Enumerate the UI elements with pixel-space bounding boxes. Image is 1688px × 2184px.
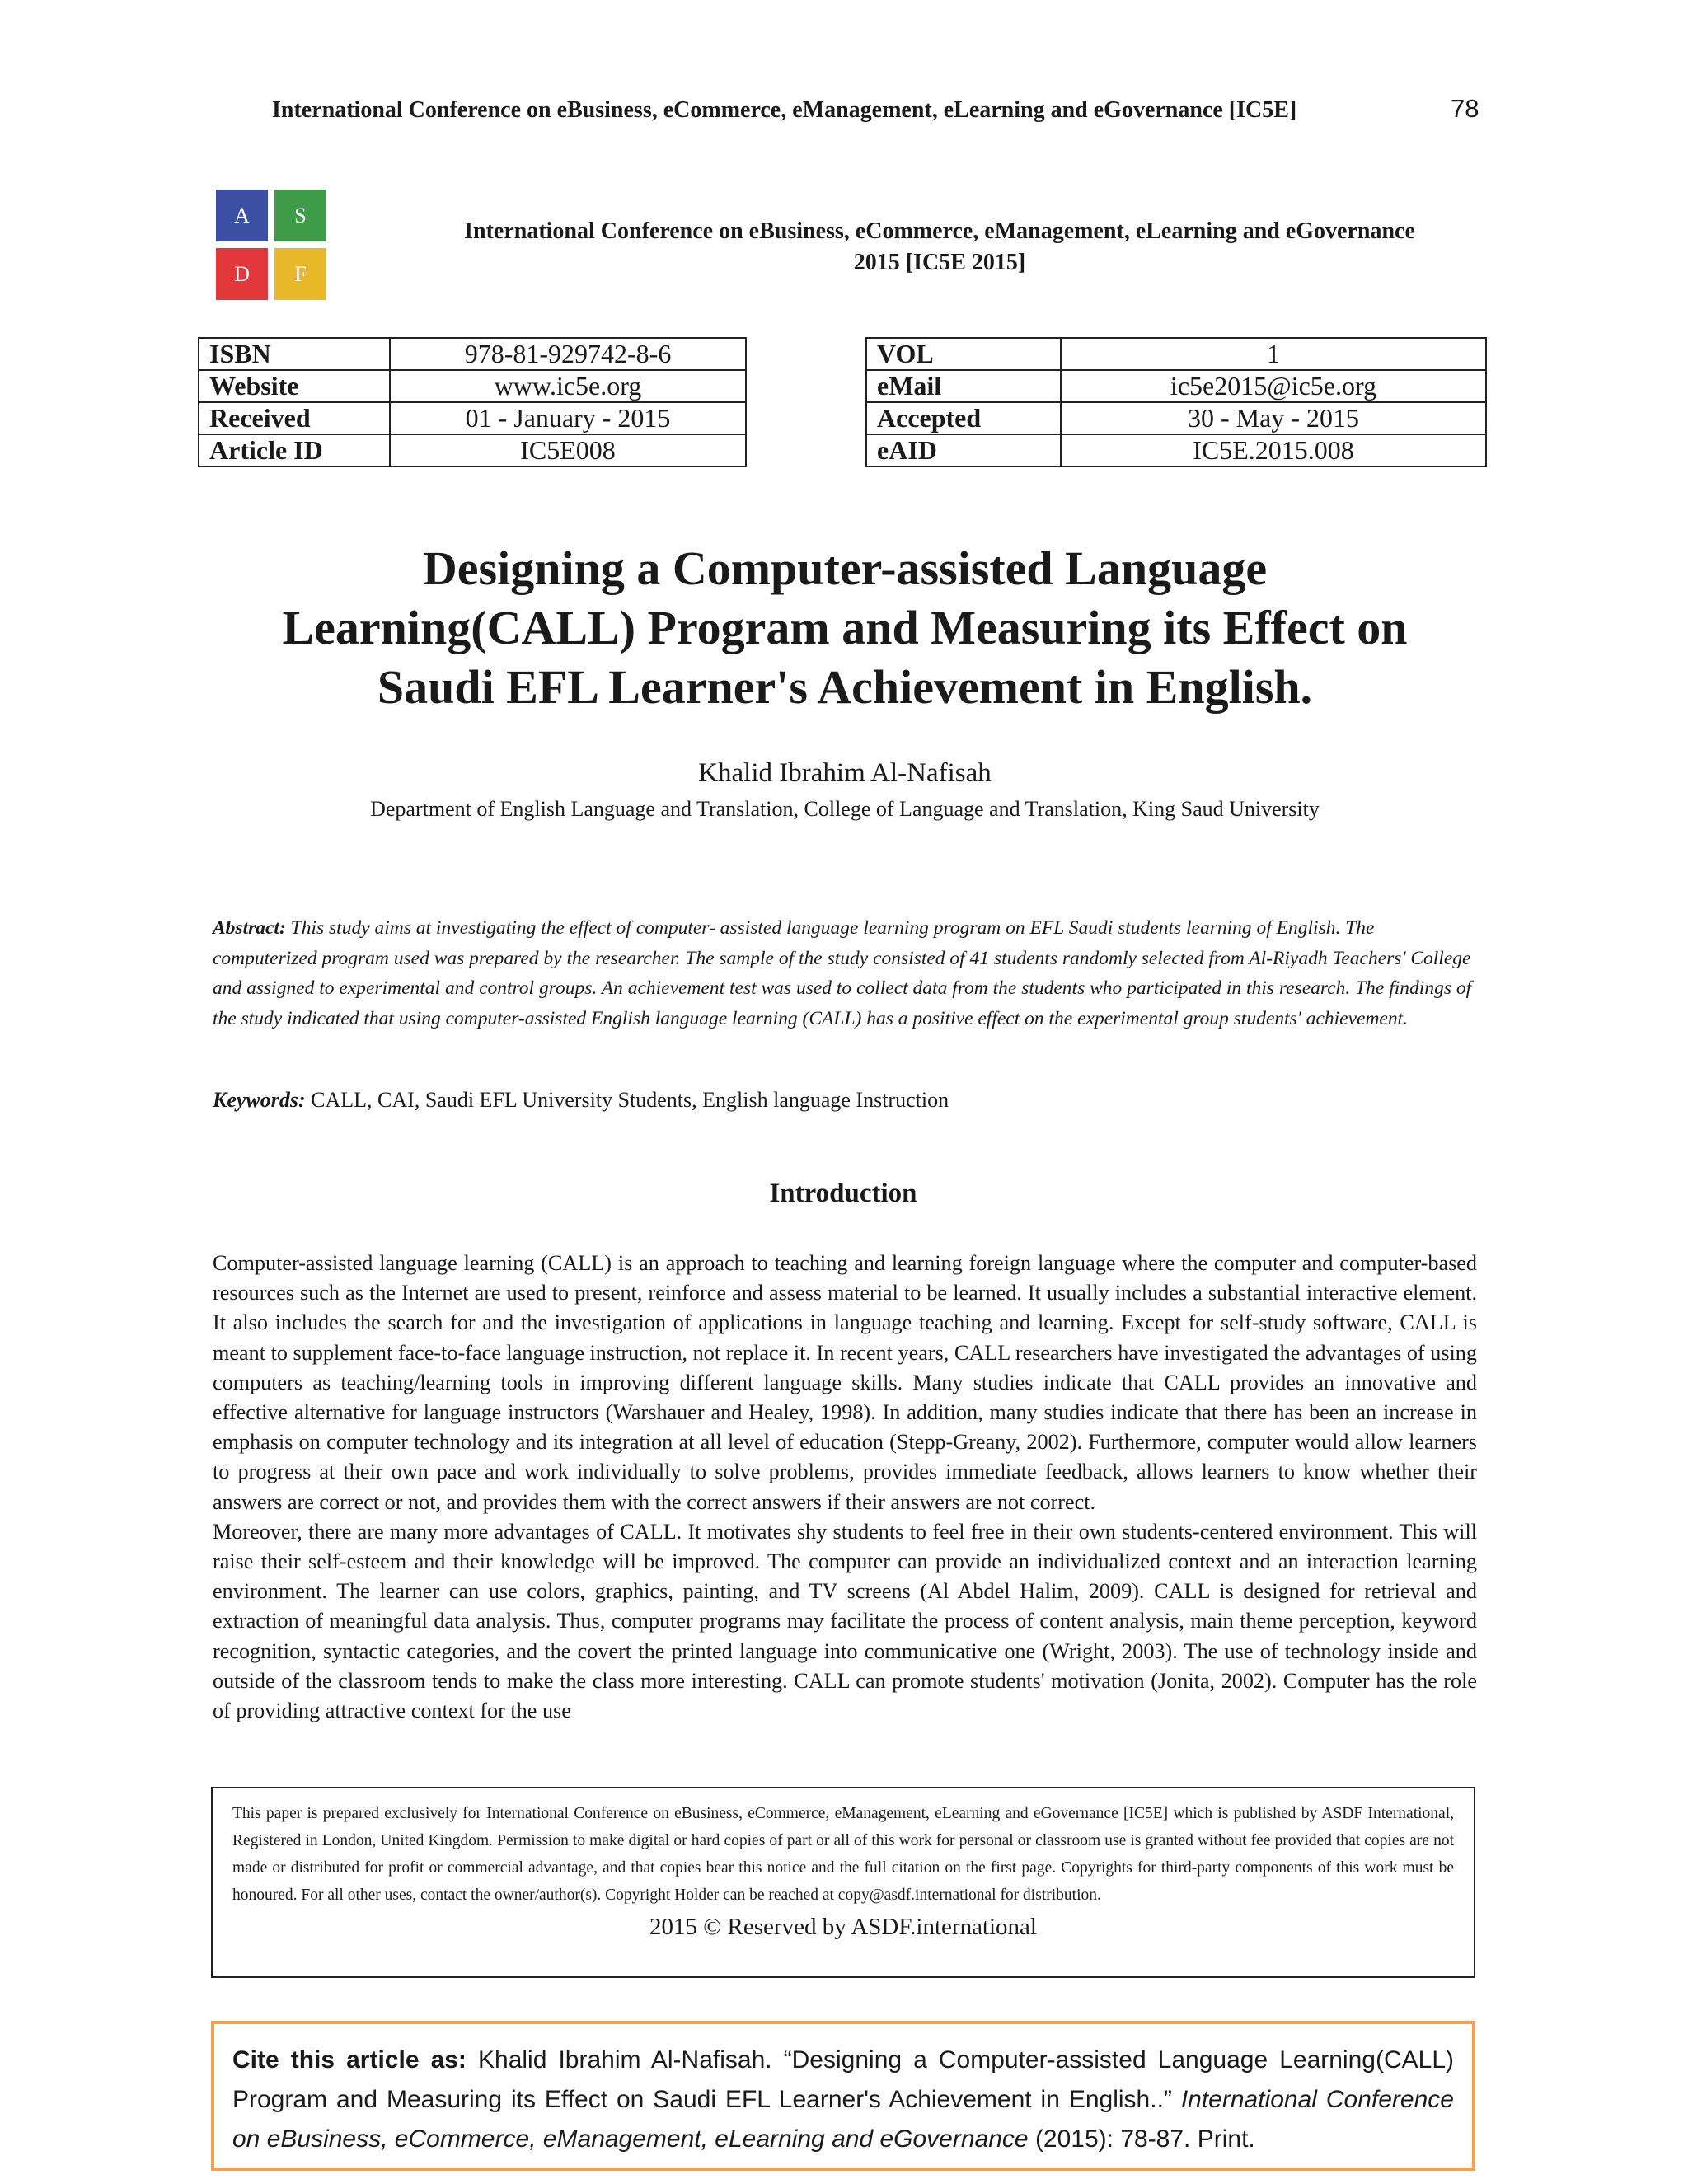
running-header [272, 94, 1479, 124]
paper-title-line3: Saudi EFL Learner's Achievement in English. [377, 660, 1313, 714]
logo-tile-d: D [216, 248, 268, 300]
citation-box [211, 2021, 1475, 2171]
abstract-label: Abstract: [213, 917, 286, 939]
copyright-line: 2015 © Reserved by ASDF.international [649, 1914, 1037, 1940]
asdf-logo [216, 190, 328, 302]
citation-label: Cite this article as: [232, 2046, 467, 2074]
paper-title-line1: Designing a Computer-assisted Language [422, 541, 1268, 595]
meta-key: Accepted [866, 402, 1061, 434]
meta-value: 1 [1061, 338, 1486, 370]
meta-row [199, 338, 746, 370]
meta-row [866, 370, 1486, 402]
meta-row [199, 434, 746, 466]
author-name: Khalid Ibrahim Al-Nafisah [698, 758, 992, 788]
meta-key: ISBN [199, 338, 390, 370]
meta-row [199, 402, 746, 434]
meta-key: Received [199, 402, 390, 434]
meta-value: ic5e2015@ic5e.org [1061, 370, 1486, 402]
keywords-text: CALL, CAI, Saudi EFL University Students, English language Instruction [311, 1088, 950, 1112]
page-number: 78 [1451, 94, 1479, 123]
conference-name-line1: International Conference on eBusiness, eCommerce, eManagement, eLearning and eGovernance [464, 218, 1415, 244]
logo-tile-a: A [216, 190, 268, 241]
abstract [213, 913, 1474, 1033]
meta-key: Article ID [199, 434, 390, 466]
meta-key: Website [199, 370, 390, 402]
copyright-notice-box [211, 1787, 1475, 1978]
citation-journal: International Conference on eBusiness, eCommerce, eManagement, eLearning and eGovernance [232, 2086, 1454, 2153]
meta-row [866, 402, 1486, 434]
keywords-label: Keywords: [213, 1088, 306, 1112]
meta-value: IC5E008 [390, 434, 746, 466]
introduction-body [213, 1249, 1477, 1726]
meta-value: IC5E.2015.008 [1061, 434, 1486, 466]
running-header-text: International Conference on eBusiness, eCommerce, eManagement, eLearning and eGovernance [IC5E] [272, 97, 1297, 123]
paragraph: Moreover, there are many more advantages of CALL. It motivates shy students to feel free in their own students-centered environment. This will raise their self-esteem and their knowledge will be improved. The computer can provide an individualized context and an interaction learning environment. The learner can use colors, graphics, painting, and TV screens (Al Abdel Halim, 2009). CALL is designed for retrieval and extraction of meaningful data analysis. Thus, computer programs may facilitate the process of content analysis, main theme perception, keyword recognition, syntactic categories, and the covert the printed language into communicative one (Wright, 2003). The use of technology inside and outside of the classroom tends to make the class more interesting. CALL can promote students' motivation (Jonita, 2002). Computer has the role of providing attractive context for the use [213, 1519, 1477, 1723]
meta-value: 30 - May - 2015 [1061, 402, 1486, 434]
meta-row [199, 370, 746, 402]
paper-title-line2: Learning(CALL) Program and Measuring its Effect on [282, 601, 1408, 654]
logo-tile-f: F [274, 248, 326, 300]
conference-name-line2: 2015 [IC5E 2015] [853, 250, 1026, 275]
meta-key: eMail [866, 370, 1061, 402]
meta-key: eAID [866, 434, 1061, 466]
author-affiliation: Department of English Language and Translation, College of Language and Translation, King Saud University [370, 797, 1320, 821]
keywords [213, 1088, 1474, 1113]
copyright-notice-text: This paper is prepared exclusively for International Conference on eBusiness, eCommerce, eManagement, eLearning and eGovernance [IC5E] which is published by ASDF International, Registered in London, United Kingdom. Permission to make digital or hard copies of part or all of this work for personal or classroom use is granted without fee provided that copies are not made or distributed for profit or commercial advantage, and that copies bear this notice and the full citation on the first page. Copyrights for third-party components of this work must be honoured. For all other uses, contact the owner/author(s). Copyright Holder can be reached at copy@asdf.international for distribution. [232, 1805, 1454, 1904]
meta-table-right [865, 337, 1487, 467]
paper-title [214, 539, 1475, 717]
conference-name [396, 216, 1484, 279]
citation-text-end: (2015): 78-87. Print. [1034, 2125, 1255, 2153]
meta-key: VOL [866, 338, 1061, 370]
meta-value: 01 - January - 2015 [390, 402, 746, 434]
meta-value: www.ic5e.org [390, 370, 746, 402]
meta-table-left [198, 337, 747, 467]
meta-row [866, 338, 1486, 370]
logo-tile-s: S [274, 190, 326, 241]
section-heading-introduction: Introduction [769, 1179, 917, 1208]
paragraph: Computer-assisted language learning (CALL) is an approach to teaching and learning foreign language where the computer and computer-based resources such as the Internet are used to present, reinforce and assess material to be learned. It usually includes a substantial interactive element. It also includes the search for and the investigation of applications in language teaching and learning. Except for self-study software, CALL is meant to supplement face-to-face language instruction, not replace it. In recent years, CALL researchers have investigated the advantages of using computers as teaching/learning tools in improving different language skills. Many studies indicate that CALL provides an innovative and effective alternative for language instructors (Warshauer and Healey, 1998). In addition, many studies indicate that there has been an increase in emphasis on computer technology and its integration at all level of education (Stepp-Greany, 2002). Furthermore, computer would allow learners to progress at their own pace and work individually to solve problems, provides immediate feedback, allows learners to know whether their answers are correct or not, and provides them with the correct answers if their answers are not correct. [213, 1251, 1477, 1514]
meta-value: 978-81-929742-8-6 [390, 338, 746, 370]
citation-text: Khalid Ibrahim Al-Nafisah. “Designing a Computer-assisted Language Learning(CALL) Program and Measuring its Effect on Saudi EFL Learner's Achievement in English..” [232, 2046, 1454, 2113]
abstract-text: This study aims at investigating the effect of computer- assisted language learning program on EFL Saudi students learning of English. The computerized program used was prepared by the researcher. The sample of the study consisted of 41 students randomly selected from Al-Riyadh Teachers' College and assigned to experimental and control groups. An achievement test was used to collect data from the students who participated in this research. The findings of the study indicated that using computer-assisted English language learning (CALL) has a positive effect on the experimental group students' achievement. [213, 917, 1472, 1029]
meta-row [866, 434, 1486, 466]
